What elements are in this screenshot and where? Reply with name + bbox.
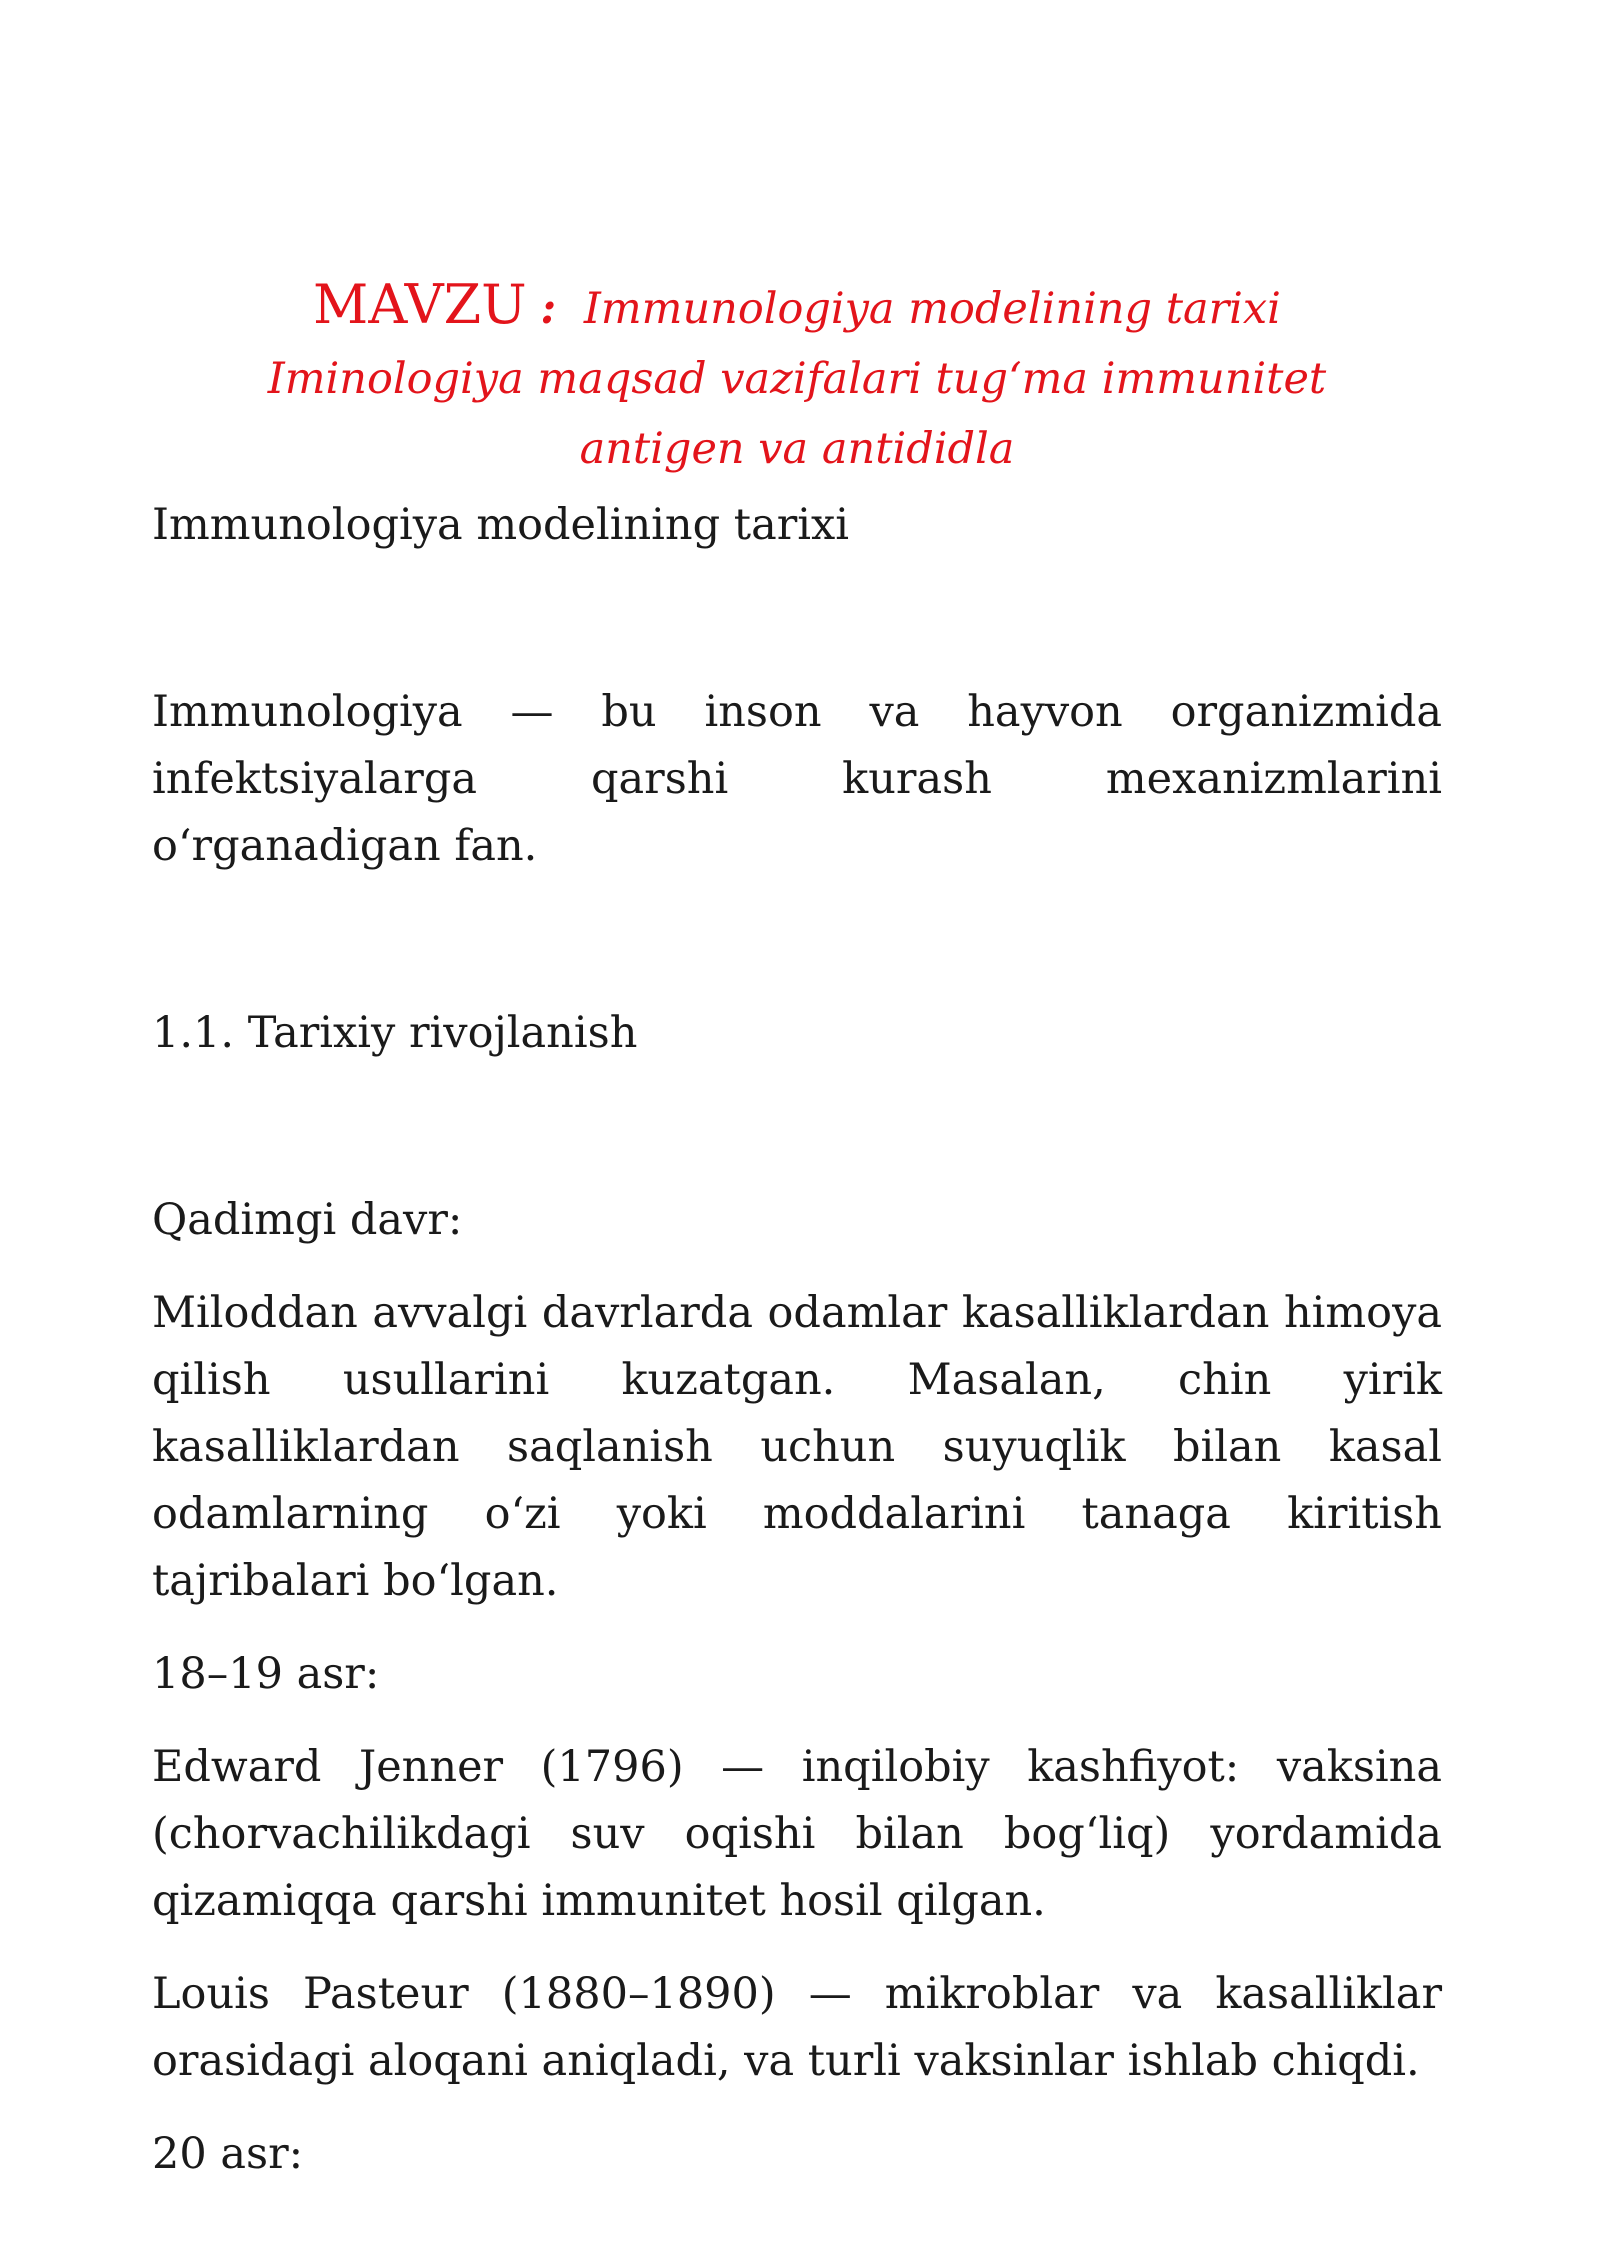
title-colon: : (540, 284, 557, 334)
period-18-19-heading: 18–19 asr: (152, 1649, 380, 1699)
spacer (152, 1615, 1442, 1641)
section-heading: Immunologiya modelining tarixi (152, 500, 850, 550)
period-20-heading: 20 asr: (152, 2129, 304, 2179)
spacer (152, 880, 1442, 1000)
definition-paragraph: Immunologiya — bu inson va hayvon organizmida infektsiyalarga qarshi kurash mexanizmlarini o‘rganadigan fan. (152, 687, 1442, 871)
jenner-paragraph: Edward Jenner (1796) — inqilobiy kashfiyot: vaksina (chorvachilikdagi suv oqishi bilan bog‘liq) yordamida qizamiqqa qarshi immunitet hosil qilgan. (152, 1742, 1442, 1926)
spacer (152, 1254, 1442, 1280)
spacer (152, 559, 1442, 679)
spacer (152, 1935, 1442, 1961)
title-label: MAVZU (313, 273, 527, 336)
spacer (152, 2095, 1442, 2121)
spacer (152, 1067, 1442, 1187)
pasteur-paragraph: Louis Pasteur (1880–1890) — mikroblar va kasalliklar orasidagi aloqani aniqladi, va turli vaksinlar ishlab chiqdi. (152, 1969, 1442, 2086)
ancient-paragraph: Miloddan avvalgi davrlarda odamlar kasalliklardan himoya qilish usullarini kuzatgan. Masalan, chin yirik kasalliklardan saqlanish uchun suyuqlik bilan kasal odamlarning o‘zi yoki moddalarini tanaga kiritish tajribalari bo‘lgan. (152, 1288, 1442, 1606)
title-topic: Immunologiya modelining tarixi Iminologiya maqsad vazifalari tug‘ma immunitet antigen va antididla (267, 284, 1327, 474)
subsection-heading: 1.1. Tarixiy rivojlanish (152, 1008, 638, 1058)
document-page (152, 270, 1442, 2188)
document-title (152, 270, 1442, 484)
period-ancient-heading: Qadimgi davr: (152, 1195, 463, 1245)
spacer (152, 1708, 1442, 1734)
